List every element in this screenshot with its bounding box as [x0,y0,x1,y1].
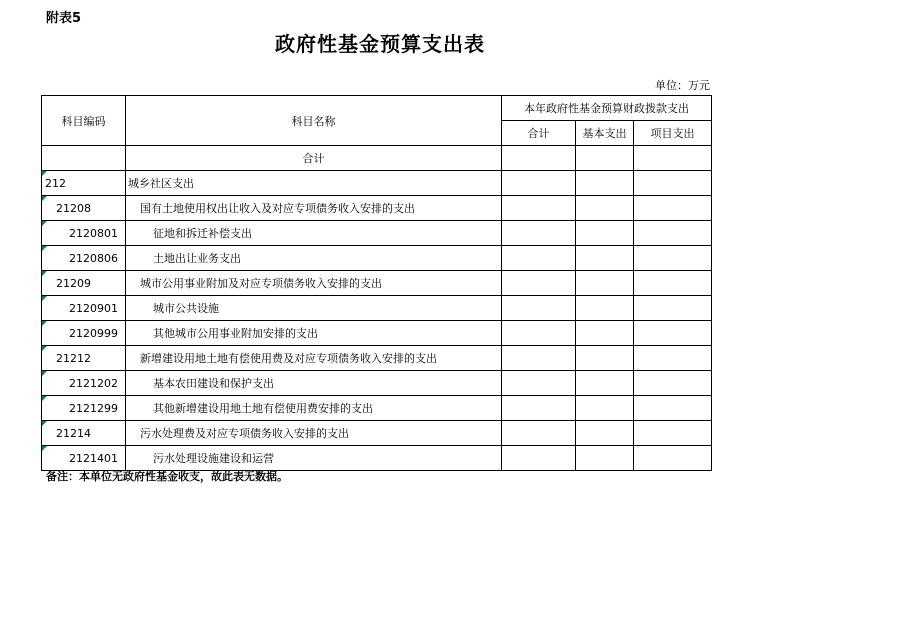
account-name: 基本农田建设和保护支出 [153,377,274,390]
total-total-cell[interactable] [502,146,576,171]
project-amount-cell[interactable] [634,171,712,196]
account-name: 城乡社区支出 [128,177,194,190]
basic-amount-cell[interactable] [576,271,634,296]
header-basic: 基本支出 [576,121,634,146]
cell-marker-icon [42,221,47,226]
account-code-cell[interactable] [42,246,126,271]
cell-marker-icon [42,421,47,426]
account-name-cell[interactable] [126,371,502,396]
total-amount-cell[interactable] [502,346,576,371]
account-code: 2120806 [69,251,118,265]
account-code-cell[interactable] [42,446,126,471]
page-title: 政府性基金预算支出表 [275,32,485,56]
table-row [42,296,712,321]
account-code: 2121401 [69,451,118,465]
account-name: 其他新增建设用地土地有偿使用费安排的支出 [153,402,373,415]
project-amount-cell[interactable] [634,371,712,396]
header-group: 本年政府性基金预算财政拨款支出 [502,96,712,121]
attachment-label: 附表5 [46,11,82,26]
table-row [42,371,712,396]
total-amount-cell[interactable] [502,246,576,271]
account-code: 2120901 [69,301,118,315]
account-name: 新增建设用地土地有偿使用费及对应专项债务收入安排的支出 [140,352,437,365]
account-name-cell[interactable] [126,396,502,421]
project-amount-cell[interactable] [634,321,712,346]
total-row [42,146,712,171]
account-name-cell[interactable] [126,171,502,196]
account-name-cell[interactable] [126,446,502,471]
account-name: 污水处理设施建设和运营 [153,452,274,465]
account-code-cell[interactable] [42,346,126,371]
account-code: 21212 [56,351,91,365]
total-amount-cell[interactable] [502,171,576,196]
table-row [42,171,712,196]
basic-amount-cell[interactable] [576,446,634,471]
basic-amount-cell[interactable] [576,396,634,421]
account-code: 2120801 [69,226,118,240]
project-amount-cell[interactable] [634,446,712,471]
table-row [42,321,712,346]
total-amount-cell[interactable] [502,271,576,296]
account-name: 其他城市公用事业附加安排的支出 [153,327,318,340]
account-code-cell[interactable] [42,196,126,221]
account-name: 征地和拆迁补偿支出 [153,227,252,240]
table-row [42,421,712,446]
project-amount-cell[interactable] [634,396,712,421]
account-code: 2121202 [69,376,118,390]
project-amount-cell[interactable] [634,421,712,446]
table-row [42,246,712,271]
total-amount-cell[interactable] [502,296,576,321]
project-amount-cell[interactable] [634,246,712,271]
account-name: 土地出让业务支出 [153,252,241,265]
account-name: 国有土地使用权出让收入及对应专项债务收入安排的支出 [140,202,415,215]
total-amount-cell[interactable] [502,196,576,221]
project-amount-cell[interactable] [634,196,712,221]
account-code-cell[interactable] [42,371,126,396]
account-code: 2120999 [69,326,118,340]
account-code-cell[interactable] [42,221,126,246]
account-code-cell[interactable] [42,171,126,196]
total-amount-cell[interactable] [502,221,576,246]
account-name-cell[interactable] [126,246,502,271]
account-code-cell[interactable] [42,296,126,321]
total-project-cell[interactable] [634,146,712,171]
account-name-cell[interactable] [126,421,502,446]
basic-amount-cell[interactable] [576,246,634,271]
footer-note: 备注：本单位无政府性基金收支，故此表无数据。 [46,470,288,483]
total-amount-cell[interactable] [502,421,576,446]
basic-amount-cell[interactable] [576,371,634,396]
account-name-cell[interactable] [126,271,502,296]
basic-amount-cell[interactable] [576,296,634,321]
cell-marker-icon [42,271,47,276]
basic-amount-cell[interactable] [576,196,634,221]
header-name: 科目名称 [126,96,502,146]
total-amount-cell[interactable] [502,371,576,396]
account-name-cell[interactable] [126,196,502,221]
cell-marker-icon [42,371,47,376]
cell-marker-icon [42,171,47,176]
account-code: 21209 [56,276,91,290]
total-amount-cell[interactable] [502,446,576,471]
project-amount-cell[interactable] [634,221,712,246]
account-name: 污水处理费及对应专项债务收入安排的支出 [140,427,349,440]
account-code-cell[interactable] [42,421,126,446]
basic-amount-cell[interactable] [576,171,634,196]
total-label: 合计 [126,146,502,171]
cell-marker-icon [42,321,47,326]
account-code: 212 [45,176,66,190]
account-name: 城市公共设施 [153,302,219,315]
account-name-cell[interactable] [126,296,502,321]
cell-marker-icon [42,196,47,201]
header-code: 科目编码 [42,96,126,146]
project-amount-cell[interactable] [634,346,712,371]
table-row [42,221,712,246]
total-amount-cell[interactable] [502,321,576,346]
table-row [42,271,712,296]
account-code: 21208 [56,201,91,215]
table-row [42,446,712,471]
account-name-cell[interactable] [126,321,502,346]
basic-amount-cell[interactable] [576,346,634,371]
basic-amount-cell[interactable] [576,421,634,446]
account-code: 21214 [56,426,91,440]
cell-marker-icon [42,446,47,451]
account-code-cell[interactable] [42,321,126,346]
total-amount-cell[interactable] [502,396,576,421]
account-code-cell[interactable] [42,396,126,421]
total-code-cell[interactable] [42,146,126,171]
cell-marker-icon [42,346,47,351]
account-name-cell[interactable] [126,221,502,246]
header-total: 合计 [502,121,576,146]
account-code: 2121299 [69,401,118,415]
account-name-cell[interactable] [126,346,502,371]
table-row [42,196,712,221]
total-basic-cell[interactable] [576,146,634,171]
cell-marker-icon [42,396,47,401]
basic-amount-cell[interactable] [576,321,634,346]
header-project: 项目支出 [634,121,712,146]
project-amount-cell[interactable] [634,271,712,296]
unit-label: 单位：万元 [655,79,710,92]
budget-table [41,95,712,471]
project-amount-cell[interactable] [634,296,712,321]
cell-marker-icon [42,296,47,301]
account-code-cell[interactable] [42,271,126,296]
table-row [42,346,712,371]
header-row-1 [42,96,712,121]
cell-marker-icon [42,246,47,251]
account-name: 城市公用事业附加及对应专项债务收入安排的支出 [140,277,382,290]
table-row [42,396,712,421]
basic-amount-cell[interactable] [576,221,634,246]
